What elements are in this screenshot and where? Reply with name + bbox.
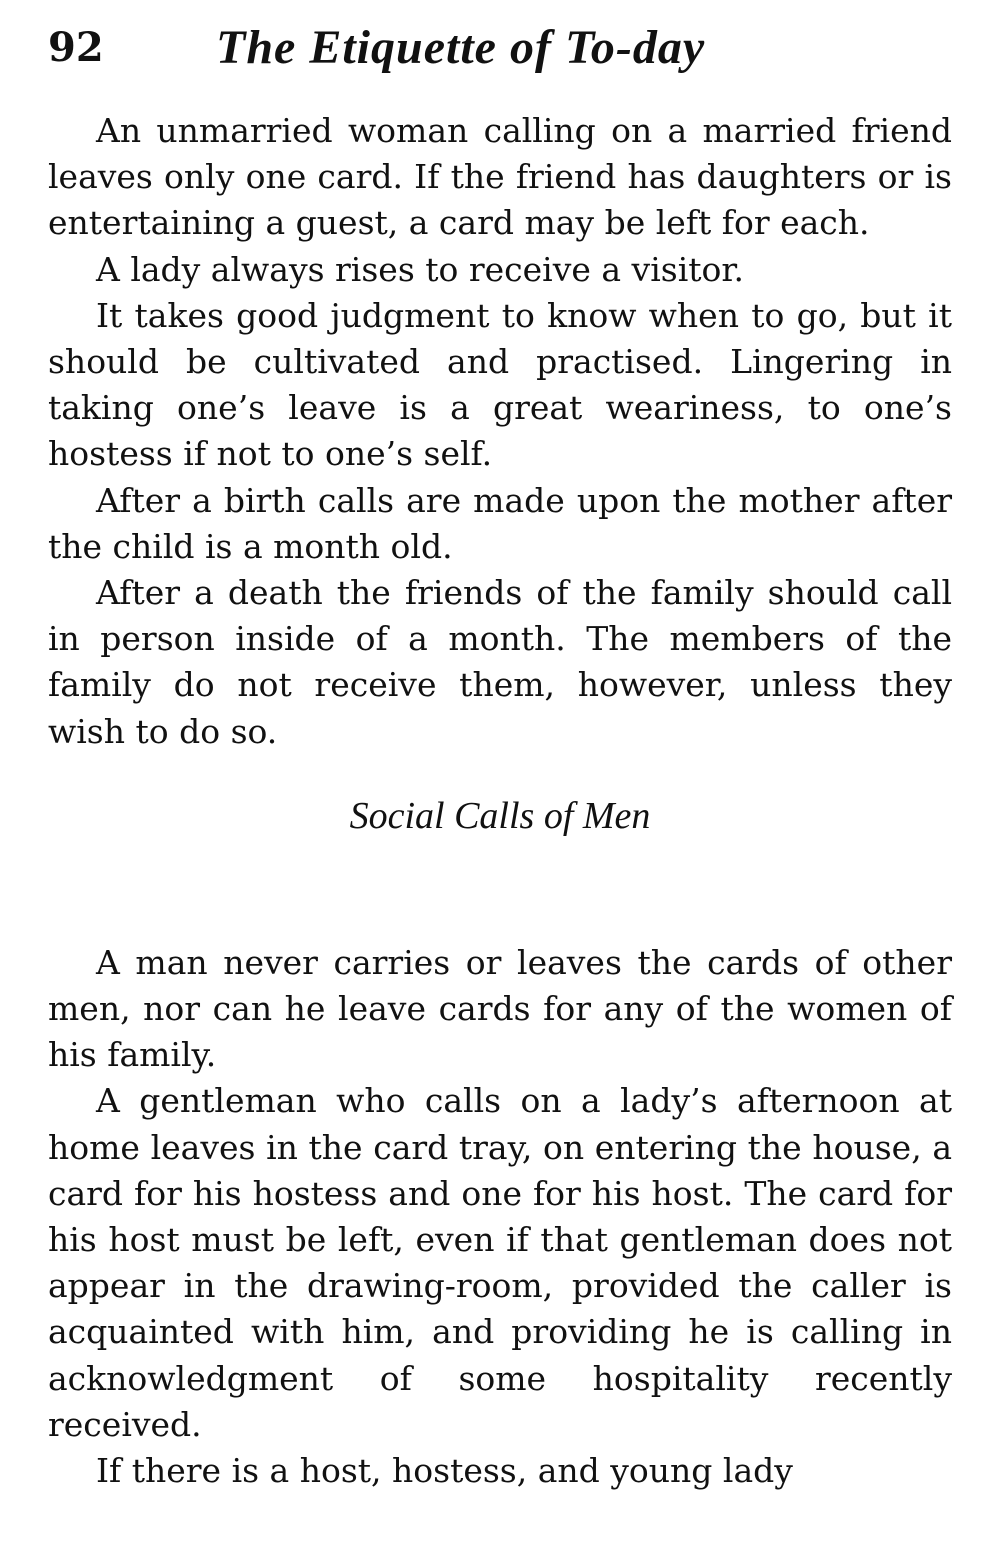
paragraph-man-cards: A man never carries or leaves the cards of other men, nor can he leave cards for any of the women of his family. — [48, 942, 952, 1075]
page-number: 92 — [48, 24, 104, 71]
page-body — [48, 108, 952, 1494]
running-title: The Etiquette of To-day — [216, 21, 706, 74]
section-heading: Social Calls of Men — [349, 794, 651, 837]
paragraph-host-hostess: If there is a host, hostess, and young lady — [96, 1451, 793, 1491]
page-header — [48, 22, 948, 82]
section-heading-block — [48, 755, 952, 940]
paragraph-after-death: After a death the friends of the family should call in person inside of a month. The members of the family do not receive them, however, unless they wish to do so. — [48, 573, 952, 751]
paragraph-unmarried-woman: An unmarried woman calling on a married friend leaves only one card. If the friend has daughters or is entertaining a guest, a card may be left for each. — [48, 111, 952, 243]
paragraph-lady-rises: A lady always rises to receive a visitor. — [96, 249, 745, 289]
paragraph-after-birth: After a birth calls are made upon the mother after the child is a month old. — [48, 480, 952, 566]
paragraph-gentleman-calls: A gentleman who calls on a lady’s afternoon at home leaves in the card tray, on entering the house, a card for his hostess and one for his host. The card for his host must be left, even if that gentleman does not appear in the drawing-room, provided the caller is acquainted with him, and providing he is calling in acknowledgment of some hospitality recently received. — [48, 1081, 952, 1444]
paragraph-when-to-go: It takes good judgment to know when to go, but it should be cultivated and practised. Lingering in taking one’s leave is a great weariness, to one’s hostess if not to one’s self. — [48, 295, 952, 474]
